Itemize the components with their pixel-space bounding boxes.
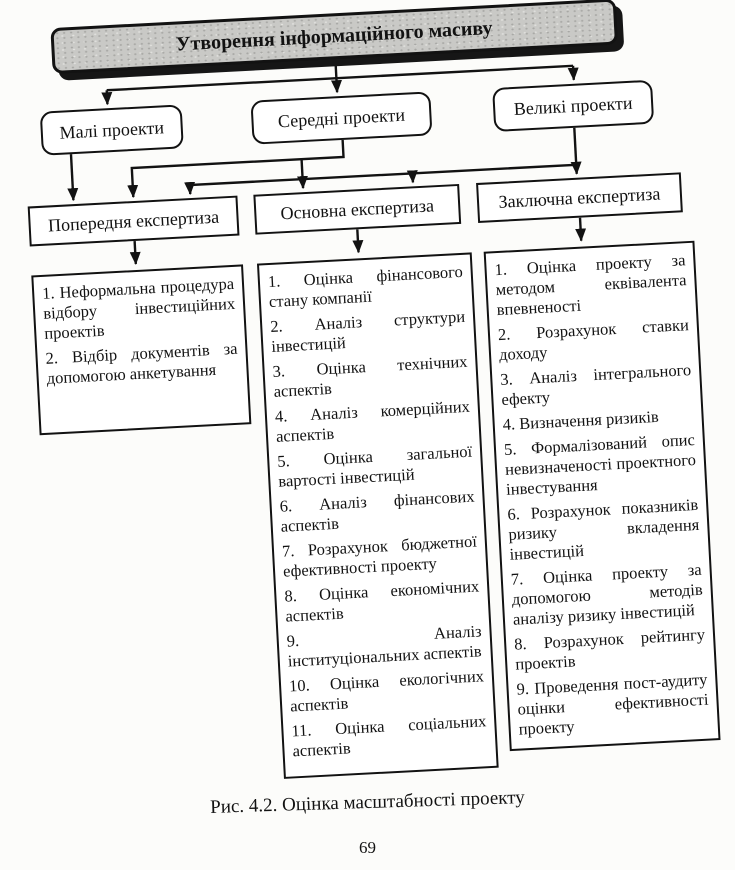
list-item: 2. Аналіз структури інвестицій <box>269 306 466 356</box>
arrow-large-to-final <box>574 128 576 174</box>
list-item: 6. Розрахунок показників ризику вкладення інвестицій <box>506 494 700 564</box>
project-box-medium <box>250 91 432 144</box>
project-label-small: Малі проекти <box>59 116 165 143</box>
list-item: 7. Розрахунок бюджетної ефективності проекту <box>281 531 478 581</box>
figure-caption: Рис. 4.2. Оцінка масштабності проекту <box>209 787 526 818</box>
project-box-large <box>492 80 654 132</box>
list-item: 8. Оцінка економічних аспектів <box>283 576 480 626</box>
arrow-small-to-preliminary <box>71 154 73 200</box>
list-item: 2. Відбір документів за допомогою анкетування <box>45 338 238 388</box>
arrow-to-medium-projects <box>336 78 337 92</box>
project-box-small <box>40 104 184 155</box>
list-box-final <box>484 241 721 751</box>
list-item: 9. Аналіз інституціональних аспектів <box>286 621 483 671</box>
list-item: 5. Формалізований опис невизначеності проектного інвестування <box>503 429 697 499</box>
list-box-main <box>257 252 499 779</box>
list-item: 1. Оцінка фінансового стану компанії <box>267 261 464 312</box>
list-item: 1. Неформальна процедура відбору інвестиційних проектів <box>41 273 236 343</box>
arrow-main-to-list <box>357 229 358 252</box>
list-item: 2. Розрахунок ставки доходу <box>497 315 690 365</box>
arrow-preliminary-to-list <box>135 241 136 264</box>
list-item: 5. Оцінка загальної вартості інвестицій <box>276 441 473 491</box>
list-item: 1. Оцінка проекту за методом еквівалента впевненості <box>494 250 687 320</box>
arrow-medium-to-main <box>302 159 304 188</box>
list-item: 4. Аналіз комерційних аспектів <box>274 396 471 446</box>
arrow-to-large-projects <box>573 66 574 80</box>
list-item: 8. Розрахунок рейтингу проектів <box>513 624 706 674</box>
list-item: 9. Проведення пост-аудиту оцінки ефективності проекту <box>516 669 709 739</box>
list-item: 3. Оцінка технічних аспектів <box>272 351 468 401</box>
list-item: 3. Аналіз інтегрального ефекту <box>499 360 692 410</box>
stage-label-preliminary: Попередня експертиза <box>47 206 220 235</box>
stage-label-final: Заключна експертиза <box>498 182 661 212</box>
list-item: 4. Визначення ризиків <box>502 406 660 434</box>
list-box-preliminary <box>31 264 251 435</box>
list-item: 11. Оцінка соціальних аспектів <box>290 711 487 761</box>
project-label-medium: Середні проекти <box>277 104 406 131</box>
list-item: 10. Оцінка екологічних аспектів <box>288 666 485 716</box>
arrow-to-small-projects <box>107 90 108 104</box>
project-label-large: Великі проекти <box>513 92 633 119</box>
connector-root-stub <box>335 59 336 78</box>
stage-label-main: Основна експертиза <box>280 194 435 223</box>
list-item: 7. Оцінка проекту за допомогою методів аналізу ризику інвестицій <box>510 559 704 629</box>
root-node-label: Утворення інформаційного масиву <box>175 16 493 56</box>
arrow-final-to-list <box>580 218 581 241</box>
page-number: 69 <box>359 838 376 857</box>
list-item: 6. Аналіз фінансових аспектів <box>279 486 475 536</box>
